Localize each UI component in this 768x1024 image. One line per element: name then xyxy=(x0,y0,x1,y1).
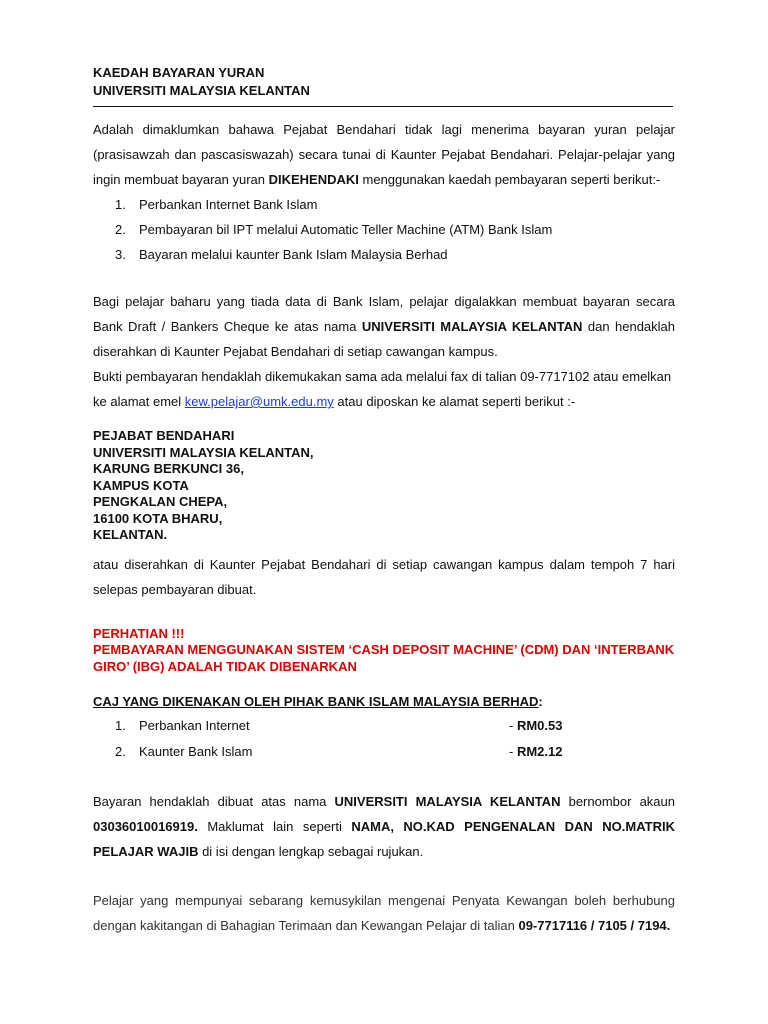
list-number: 1. xyxy=(115,718,126,733)
intro-text: Adalah dimaklumkan bahawa Pejabat Bendahari tidak lagi menerima bayaran yuran pelajar (prasisawzah dan pascasiswazah) secara tunai di Kaunter Pejabat Bendahari. Pelajar-pelajar yang ingin membuat bayaran yuran xyxy=(93,122,675,187)
address-line: KELANTAN. xyxy=(93,527,168,542)
charges-heading-text: CAJ YANG DIKENAKAN OLEH PIHAK BANK ISLAM MALAYSIA BERHAD xyxy=(93,694,539,709)
address-line: PENGKALAN CHEPA, xyxy=(93,494,228,509)
list-item xyxy=(93,242,675,267)
charge-amount-value: RM0.53 xyxy=(516,718,563,733)
new-students-paragraph xyxy=(93,289,675,364)
doc-title: KAEDAH BAYARAN YURAN xyxy=(93,65,265,80)
charge-row xyxy=(93,713,675,739)
warning-block xyxy=(93,626,675,676)
required-info: NAMA, NO.KAD PENGENALAN DAN NO.MATRIK PELAJAR WAJIB xyxy=(93,819,675,859)
university-name: UNIVERSITI MALAYSIA KELANTAN xyxy=(334,794,561,809)
payment-note-text: Bayaran hendaklah dibuat atas nama xyxy=(93,794,335,809)
list-item-text: Bayaran melalui kaunter Bank Islam Malaysia Berhad xyxy=(139,247,448,262)
intro-paragraph xyxy=(93,117,675,192)
address-line: 16100 KOTA BHARU, xyxy=(93,510,223,526)
list-number: 2. xyxy=(115,744,126,759)
intro-text-end: menggunakan kaedah pembayaran seperti berikut:- xyxy=(358,172,661,187)
charge-label: Perbankan Internet xyxy=(139,718,250,733)
charges-list xyxy=(93,713,675,765)
contact-paragraph xyxy=(93,888,675,938)
list-item xyxy=(93,217,675,242)
university-name: UNIVERSITI MALAYSIA KELANTAN xyxy=(361,319,583,334)
doc-subtitle: UNIVERSITI MALAYSIA KELANTAN xyxy=(93,83,310,98)
new-students-text-end: dan hendaklah diserahkan di Kaunter Pejabat Bendahari di setiap cawangan kampus. xyxy=(93,319,675,359)
warning-title: PERHATIAN !!! xyxy=(93,625,185,641)
contact-phones: 09-7717116 / 7105 / 7194. xyxy=(518,918,671,933)
payment-note-text-end: di isi dengan lengkap sebagai rujukan. xyxy=(198,844,424,859)
list-item-text: Pembayaran bil IPT melalui Automatic Teller Machine (ATM) Bank Islam xyxy=(139,222,553,237)
new-students-text: Bagi pelajar baharu yang tiada data di Bank Islam, pelajar digalakkan membuat bayaran secara Bank Draft / Bankers Cheque ke atas nama xyxy=(93,294,675,334)
document-page xyxy=(93,64,675,938)
charge-amount xyxy=(509,713,562,739)
payment-note-text: bernombor akaun xyxy=(560,794,675,809)
charges-heading xyxy=(93,691,675,713)
charge-amount xyxy=(509,739,562,765)
contact-text: Pelajar yang mempunyai sebarang kemusykilan mengenai Penyata Kewangan boleh berhubung dengan kakitangan di Bahagian Terimaan dan Kewangan Pelajar di talian xyxy=(93,893,675,933)
charge-amount-value: RM2.12 xyxy=(516,744,563,759)
list-number: 1. xyxy=(115,197,126,212)
address-line: KARUNG BERKUNCI 36, xyxy=(93,461,244,476)
charge-dash: - xyxy=(509,718,517,733)
payment-note-text: Maklumat lain seperti xyxy=(197,819,352,834)
submission-paragraph: atau diserahkan di Kaunter Pejabat Bendahari di setiap cawangan kampus dalam tempoh 7 hari selepas pembayaran dibuat. xyxy=(93,556,675,597)
list-number: 2. xyxy=(115,222,126,237)
address-line: PEJABAT BENDAHARI xyxy=(93,428,235,443)
list-number: 3. xyxy=(115,247,126,262)
charge-dash: - xyxy=(509,744,517,759)
charge-row xyxy=(93,739,675,765)
warning-text: PEMBAYARAN MENGGUNAKAN SISTEM ‘CASH DEPOSIT MACHINE’ (CDM) DAN ‘INTERBANK GIRO’ (IBG) ADALAH TIDAK DIBENARKAN xyxy=(93,642,675,674)
charge-label: Kaunter Bank Islam xyxy=(139,744,253,759)
payment-methods-list xyxy=(93,192,675,267)
list-item-text: Perbankan Internet Bank Islam xyxy=(139,197,318,212)
account-number: 03036010016919. xyxy=(93,819,198,834)
address-line: UNIVERSITI MALAYSIA KELANTAN, xyxy=(93,444,314,460)
proof-text-end: atau diposkan ke alamat seperti berikut :- xyxy=(333,394,576,409)
proof-paragraph xyxy=(93,364,675,414)
intro-required: DIKEHENDAKI xyxy=(268,172,359,187)
proof-text: Bukti pembayaran hendaklah dikemukakan sama ada melalui fax di talian 09-7717102 atau emelkan ke alamat emel xyxy=(93,369,672,409)
address-line: KAMPUS KOTA xyxy=(93,477,189,493)
list-item xyxy=(93,192,675,217)
email-link[interactable]: kew.pelajar@umk.edu.my xyxy=(184,394,334,409)
title-divider xyxy=(93,106,673,107)
payment-note-paragraph xyxy=(93,789,675,864)
postal-address xyxy=(93,428,675,544)
charges-heading-colon: : xyxy=(538,694,543,709)
